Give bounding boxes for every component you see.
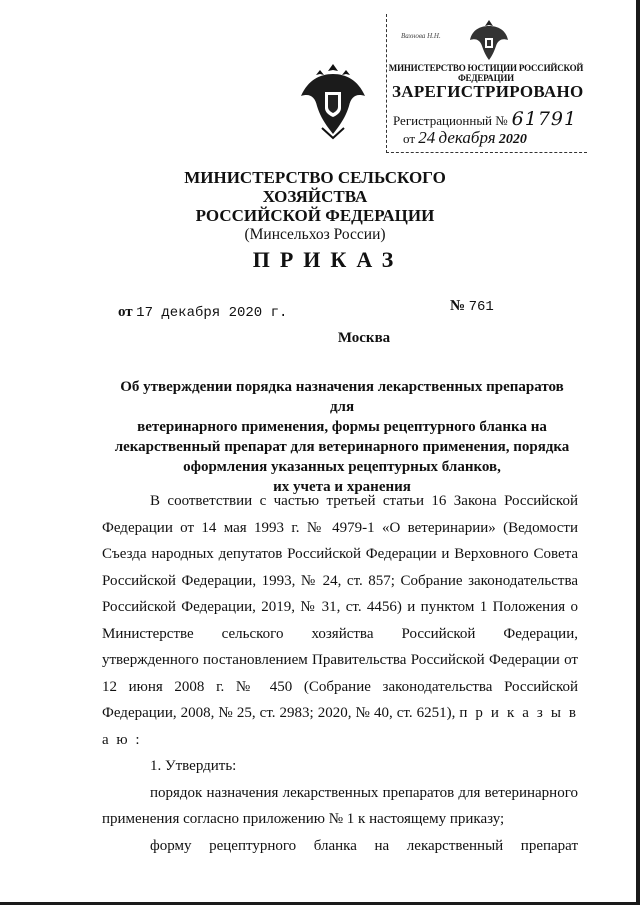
- order-title-line: их учета и хранения: [273, 479, 411, 495]
- order-date-prefix: от: [118, 304, 133, 320]
- stamp-ministry: МИНИСТЕРСТВО ЮСТИЦИИ РОССИЙСКОЙ ФЕДЕРАЦИИ: [388, 63, 584, 83]
- stamp-date-line: [403, 128, 527, 148]
- order-number-prefix: №: [450, 298, 466, 314]
- preamble-paragraph: [102, 488, 578, 753]
- stamp-registration-line: [393, 108, 577, 130]
- stamp-date-prefix: от: [403, 131, 416, 146]
- ministry-short-name: (Минсельхоз России): [244, 226, 386, 243]
- order-date: [118, 304, 287, 321]
- stamp-emblem-icon: [466, 16, 512, 64]
- order-number-value: 761: [468, 299, 494, 315]
- order-title-line: оформления указанных рецептурных бланков,: [183, 459, 501, 475]
- order-title: [112, 377, 572, 497]
- stamp-reg-label: Регистрационный №: [393, 113, 508, 128]
- stamp-date-year: 2020: [498, 132, 527, 147]
- stamp-date-day: 24: [418, 128, 436, 147]
- order-body: [102, 488, 578, 859]
- item-1-b: форму рецептурного бланка на лекарственный препарат: [150, 837, 578, 854]
- stamp-title: ЗАРЕГИСТРИРОВАНО: [392, 82, 584, 101]
- order-date-value: 17 декабря 2020 г.: [136, 305, 288, 321]
- order-title-line: лекарственный препарат для ветеринарного применения, порядка: [114, 439, 570, 455]
- ministry-header: [150, 168, 480, 244]
- stamp-reg-number: 61791: [511, 108, 578, 130]
- ministry-line-1: МИНИСТЕРСТВО СЕЛЬСКОГО ХОЗЯЙСТВА: [184, 168, 446, 206]
- order-city: Москва: [337, 330, 391, 346]
- coat-of-arms-icon: [298, 62, 368, 140]
- document-type: ПРИКАЗ: [252, 247, 404, 272]
- stamp-handwritten-note: Вахнова Н.Н.: [401, 32, 441, 40]
- order-number: [450, 298, 494, 315]
- preamble-text: В соответствии с частью третьей статьи 16 Закона Российской Федерации от 14 мая 1993 г. № 4979-1 «О ветеринарии» (Ведомости Съезда народных депутатов Российской Федерации и Верховного Совета Российской Федерации, 1993, № 24, ст. 857; Собрание законодательства Российской Федерации, 2019, № 31, ст. 4456) и пунктом 1 Положения о Министерстве сельского хозяйства Российской Федерации, утвержденного постановлением Правительства Российской Федерации от 12 июня 2008 г. № 450 (Собрание законодательства Российской Федерации, 2008, № 25, ст. 2983; 2020, № 40, ст. 6251),: [102, 493, 578, 721]
- order-verb: п р и к а з ы в а ю :: [102, 705, 579, 748]
- order-title-line: Об утверждении порядка назначения лекарственных препаратов для: [120, 379, 564, 415]
- scan-edge-right: [636, 0, 640, 905]
- item-1: 1. Утвердить:: [150, 758, 237, 774]
- ministry-line-2: РОССИЙСКОЙ ФЕДЕРАЦИИ: [195, 206, 435, 225]
- item-1-a: порядок назначения лекарственных препаратов для ветеринарного применения согласно приложению № 1 к настоящему приказу;: [102, 784, 578, 827]
- order-title-line: ветеринарного применения, формы рецептурного бланка на: [137, 419, 547, 435]
- stamp-date-month: декабря: [438, 128, 496, 147]
